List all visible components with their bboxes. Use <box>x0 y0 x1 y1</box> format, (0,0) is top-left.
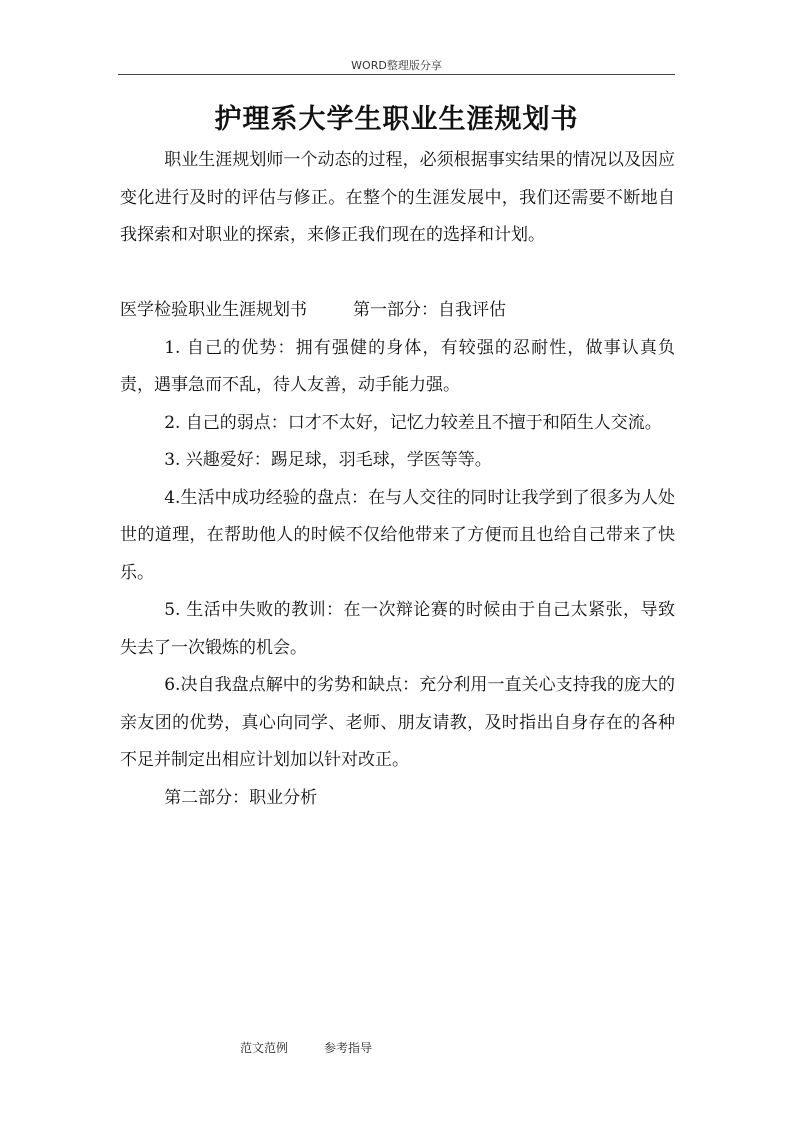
list-item-interests: 3. 兴趣爱好：踢足球，羽毛球，学医等等。 <box>164 450 492 470</box>
section-heading-self-assessment <box>120 292 675 330</box>
part-one-heading: 第一部分：自我评估 <box>353 300 506 320</box>
intro-paragraph: 职业生涯规划师一个动态的过程，必须根据事实结果的情况以及因应变化进行及时的评估与修正。在整个的生涯发展中，我们还需要不断地自我探索和对职业的探索，来修正我们现在的选择和计划。 <box>120 150 675 245</box>
page-header <box>118 58 675 75</box>
list-item-weaknesses: 2. 自己的弱点：口才不太好，记忆力较差且不擅于和陌生人交流。 <box>164 412 662 433</box>
paragraph-spacer <box>120 255 675 293</box>
header-text: WORD整理版分享 <box>351 59 442 72</box>
document-body <box>120 142 675 817</box>
footer-right-text: 参考指导 <box>324 1041 373 1055</box>
list-item-success-experience: 4.生活中成功经验的盘点：在与人交往的同时让我学到了很多为人处世的道理，在帮助他人的时候不仅给他带来了方便而且也给自己带来了快乐。 <box>120 487 675 583</box>
plan-subtitle: 医学检验职业生涯规划书 <box>120 300 307 320</box>
list-item-improvement-plan: 6.决自我盘点解中的劣势和缺点：充分利用一直关心支持我的庞大的亲友团的优势，真心向同学、老师、朋友请教，及时指出自身存在的各种不足并制定出相应计划加以针对改正。 <box>120 675 675 770</box>
document-title: 护理系大学生职业生涯规划书 <box>214 104 579 135</box>
footer-left-text: 范文范例 <box>240 1041 289 1055</box>
list-item-failure-lessons: 5. 生活中失败的教训：在一次辩论赛的时候由于自己太紧张，导致失去了一次锻炼的机会。 <box>120 600 675 658</box>
part-two-heading: 第二部分：职业分析 <box>164 787 318 808</box>
page-footer <box>240 1040 372 1056</box>
list-item-strengths: 1. 自己的优势：拥有强健的身体，有较强的忍耐性，做事认真负责，遇事急而不乱，待人友善，动手能力强。 <box>120 337 675 395</box>
